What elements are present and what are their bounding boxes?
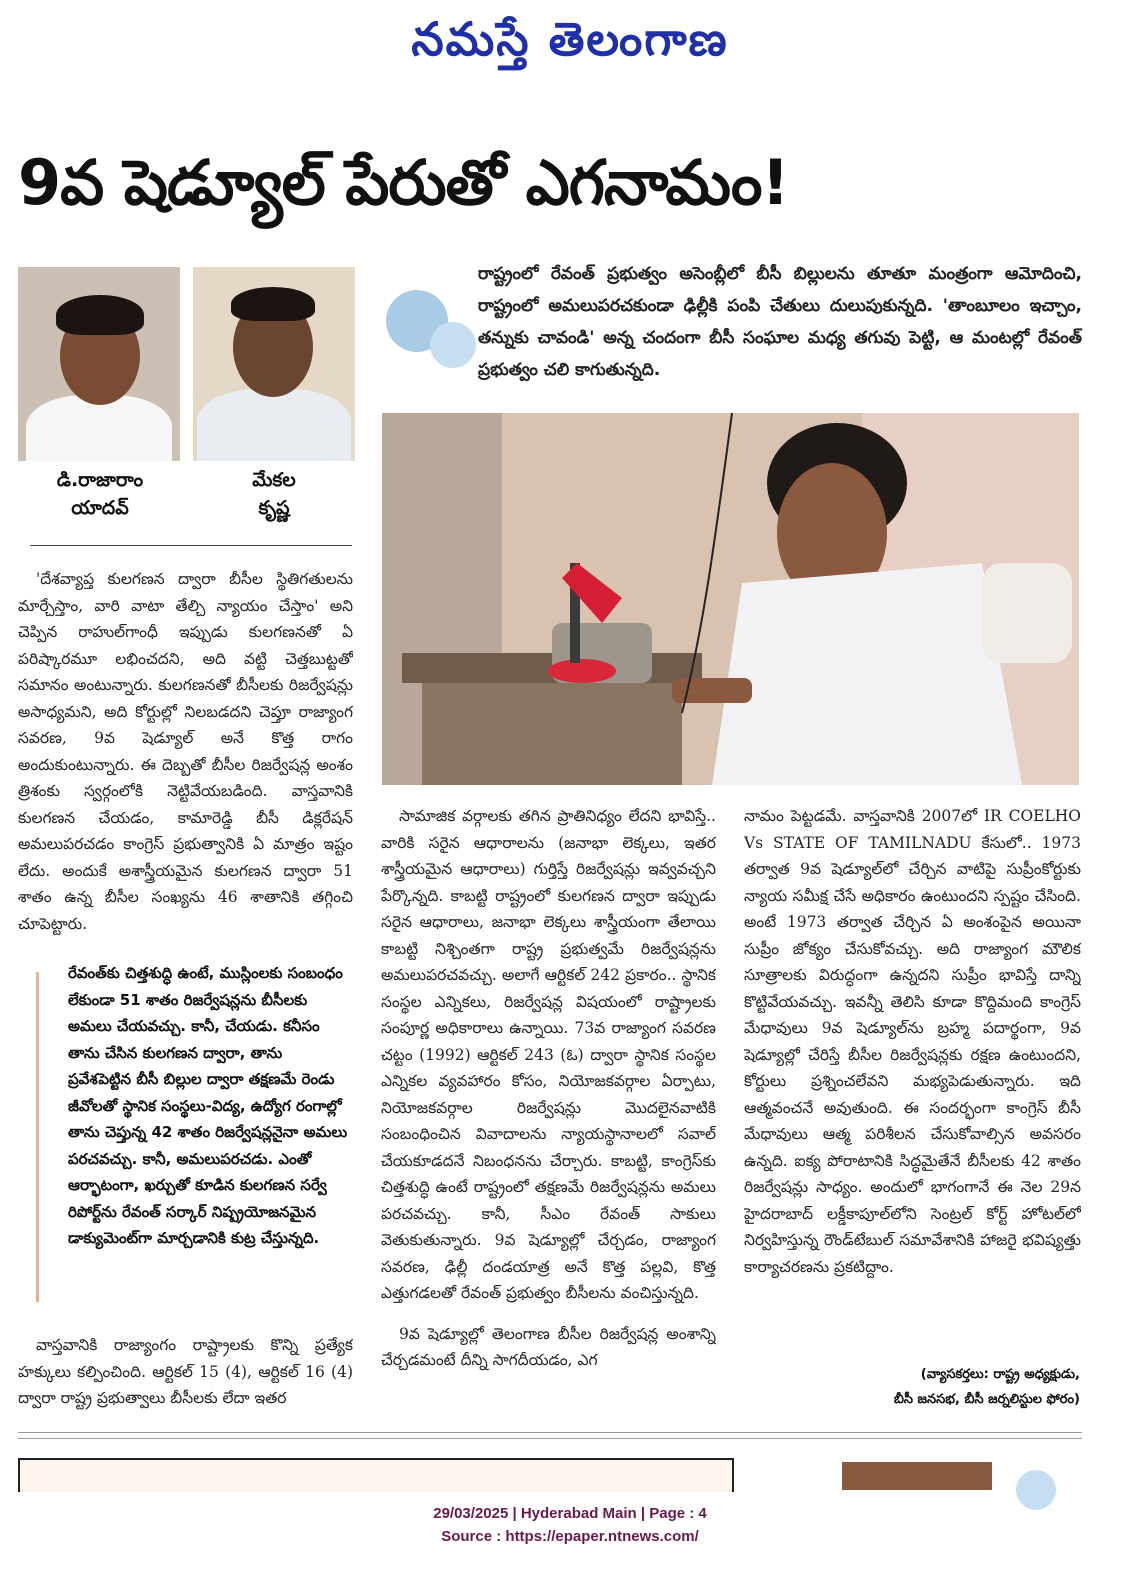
- article-column-1-continued: [18, 1332, 353, 1422]
- cobbler-photo-illustration: [382, 413, 1079, 785]
- author-1-name-line1: డి.రాజారాం: [56, 469, 144, 491]
- bottom-rule-2: [18, 1438, 1082, 1439]
- pull-quote: రేవంత్‌కు చిత్తశుద్ధి ఉంటే, ముస్లింలకు సంబంధం లేకుండా 51 శాతం రిజర్వేషన్లను బీసీలకు అమలు చేయవచ్చు. కానీ, చేయడు. కనీసం తాను చేసిన కులగణన ద్వారా, తాను ప్రవేశపెట్టిన బీసీ బిల్లుల ద్వారా తక్షణమే రెండు జీవోలతో స్థానిక సంస్థలు-విద్య, ఉద్యోగ రంగాల్లో తాను చెప్తున్న 42 శాతం రిజర్వేషన్లనైనా అమలు పరచవచ్చు. కానీ, అమలుపరచడు. ఎంతో ఆర్భాటంగా, ఖర్చుతో కూడిన కులగణన సర్వే రిపోర్ట్‌ను రేవంత్ సర్కార్ నిష్ప్రయోజనమైన డాక్యుమెంట్‌గా మార్చడానికి కుట్ర చేస్తున్నది.: [68, 964, 348, 1247]
- author-caption-2: [193, 466, 355, 522]
- next-article-photo: [842, 1462, 992, 1490]
- author-2-name-line1: మేకల: [252, 469, 296, 491]
- masthead-title: నమస్తే తెలంగాణ: [411, 12, 729, 66]
- author-caption-1: [20, 466, 180, 522]
- column-1-paragraph-2: వాస్తవానికి రాజ్యాంగం రాష్ట్రాలకు కొన్ని ప్రత్యేక హక్కులు కల్పించింది. ఆర్టికల్ 15 (4), ఆర్టికల్ 16 (4) ద్వారా రాష్ట్ర ప్రభుత్వాలు బీసీలకు లేదా ఇతర: [18, 1336, 353, 1407]
- masthead-logo: [0, 6, 1140, 72]
- article-column-3: [744, 803, 1081, 1359]
- lead-paragraph: రాష్ట్రంలో రేవంత్ ప్రభుత్వం అసెంబ్లీలో బీసీ బిల్లులను తూతూ మంత్రంగా ఆమోదించి, రాష్ట్రంలో అమలుపరచకుండా ఢిల్లీకి పంపి చేతులు దులుపుకున్నది. 'తాంబూలం ఇచ్చాం, తన్నుకు చావండి' అన్న చందంగా బీసీ సంఘాల మధ్య తగువు పెట్టి, ఆ మంటల్లో రేవంత్ ప్రభుత్వం చలి కాగుతున్నది.: [478, 264, 1082, 380]
- page-footer: [0, 1502, 1140, 1548]
- byline-line-1: (వ్యాసకర్తలు: రాష్ట్ర అధ్యక్షుడు,: [920, 1367, 1080, 1382]
- footer-source-link[interactable]: Source : https://epaper.ntnews.com/: [441, 1528, 699, 1545]
- article-column-2: [381, 803, 716, 1413]
- column-3-paragraph-1: నామం పెట్టడమే. వాస్తవానికి 2007లో IR COELHO Vs STATE OF TAMILNADU కేసులో.. 1973 తర్వాత 9వ షెడ్యూల్‌లో చేర్చిన వాటిపై సుప్రీంకోర్టుకు న్యాయ సమీక్ష చేసే అధికారం ఉంటుందని స్పష్టం చేసింది. అంటే 1973 తర్వాత చేర్చిన ఏ అంశంపైన అయినా సుప్రీం జోక్యం చేసుకోవచ్చు. అది రాజ్యాంగ మౌలిక సూత్రాలకు విరుద్ధంగా ఉన్నదని సుప్రీం భావిస్తే దాన్ని కొట్టివేయవచ్చు. ఇవన్నీ తెలిసి కూడా కొద్దిమంది కాంగ్రెస్ మేధావులు 9వ షెడ్యూల్‌ను బ్రహ్మ పదార్థంగా, 9వ షెడ్యూల్లో చేరిస్తే బీసీల రిజర్వేషన్లకు రక్షణ ఉంటుందని, కోర్టులు ప్రశ్నించలేవని మభ్యపెడుతున్నారు. ఇది ఆత్మవంచనే అవుతుంది. ఈ సందర్భంగా కాంగ్రెస్ బీసీ మేధావులు ఆత్మ పరిశీలన చేసుకోవాల్సిన అవసరం ఉన్నది. ఐక్య పోరాటానికి సిద్ధమైతేనే బీసీలకు 42 శాతం రిజర్వేషన్లు సాధ్యం. అందులో భాగంగానే ఈ నెల 29న హైదరాబాద్ లక్డీకాపూల్‌లోని సెంట్రల్ కోర్ట్ హోటల్‌లో నిర్వహిస్తున్న రౌండ్‌టేబుల్ సమావేశానికి హాజరై భవిష్యత్తు కార్యాచరణను ప్రకటిద్దాం.: [744, 807, 1081, 1276]
- pull-quote-bar: [36, 972, 39, 1302]
- column-2-paragraph-1: సామాజిక వర్గాలకు తగిన ప్రాతినిధ్యం లేదని భావిస్తే.. వారికి సరైన ఆధారాలను (జనాభా లెక్కలు, ఇతర శాస్త్రీయమైన ఆధారాలు) గుర్తిస్తే రిజర్వేషన్లు ఇవ్వవచ్చని పేర్కొన్నది. కాబట్టి రాష్ట్రంలో కులగణన ద్వారా ఇప్పుడు సరైన ఆధారాలు, జనాభా లెక్కలు శాస్త్రీయంగా తేలాయి కాబట్టి నిశ్చింతగా రాష్ట్ర ప్రభుత్వమే రిజర్వేషన్లను అమలుపరచవచ్చు. అలాగే ఆర్టికల్ 242 ప్రకారం.. స్థానిక సంస్థల ఎన్నికలు, రిజర్వేషన్ల విషయంలో రాష్ట్రాలకు సంపూర్ణ అధికారాలు ఉన్నాయి. 73వ రాజ్యాంగ సవరణ చట్టం (1992) ఆర్టికల్ 243 (ఓ) ద్వారా స్థానిక సంస్థల ఎన్నికల వ్యవహారం కోసం, నియోజకవర్గాల ఏర్పాటు, నియోజకవర్గాల రిజర్వేషన్లు మొదలైనవాటికి సంబంధించిన వివాదాలను న్యాయస్థానాలలో సవాల్ చేయకూడదనే నిబంధనను చేర్చారు. కాబట్టి, కాంగ్రెస్‌కు చిత్తశుద్ధి ఉంటే రాష్ట్రంలో తక్షణమే రిజర్వేషన్లను అమలు పరచవచ్చు. కానీ, సీఎం రేవంత్ సాకులు వెతుకుతున్నారు. 9వ షెడ్యూల్లో చేర్చడం, రాజ్యాంగ సవరణ, ఢిల్లీ దండయాత్ర అనే కొత్త పల్లవి, కొత్త ఎత్తుగడలతో రేవంత్ ప్రభుత్వం బీసీలను వంచిస్తున్నది.: [381, 807, 716, 1302]
- column-2-paragraph-2: 9వ షెడ్యూల్లో తెలంగాణ బీసీల రిజర్వేషన్ల అంశాన్ని చేర్చడమంటే దీన్ని సాగదీయడం, ఎగ: [381, 1324, 716, 1369]
- bottom-rule-1: [18, 1432, 1082, 1433]
- column-1-paragraph-1: 'దేశవ్యాప్త కులగణన ద్వారా బీసీల స్థితిగతులను మార్చేస్తాం, వారి వాటా తేల్చి న్యాయం చేస్తాం' అని చెప్పిన రాహుల్‌గాంధీ ఇప్పుడు కులగణనతో ఏ పరిష్కారమూ లభించదని, అది వట్టి చెత్తబుట్టతో సమానం అంటున్నారు. కులగణనతో బీసీలకు రిజర్వేషన్లు అసాధ్యమని, అది కోర్టుల్లో నిలబడదని చెప్తూ రాజ్యాంగ సవరణ, 9వ షెడ్యూల్ అనే కొత్త రాగం అందుకుంటున్నారు. ఈ దెబ్బతో బీసీల రిజర్వేషన్ల అంశం త్రిశంకు స్వర్గంలోకి నెట్టివేయబడింది. వాస్తవానికి కులగణన చేయడం, కామారెడ్డి బీసీ డిక్లరేషన్ అమలుపరచడం కాంగ్రెస్ ప్రభుత్వానికి ఏ మాత్రం ఇష్టం లేదు. అందుకే అశాస్త్రీయమైన కులగణన ద్వారా 51 శాతం ఉన్న బీసీల సంఖ్యను 46 శాతానికి తగ్గించి చూపెట్టారు.: [18, 570, 353, 933]
- author-byline: [740, 1362, 1080, 1412]
- footer-edition-info: 29/03/2025 | Hyderabad Main | Page : 4: [433, 1505, 707, 1522]
- section-divider: [30, 545, 352, 546]
- author-photo-2: [193, 267, 355, 461]
- next-article-box: [18, 1458, 734, 1492]
- article-headline: 9వ షెడ్యూల్ పేరుతో ఎగనామం!: [18, 146, 789, 219]
- author-2-name-line2: కృష్ణ: [258, 497, 290, 519]
- author-1-name-line2: యాదవ్: [71, 497, 129, 519]
- author-photo-1: [18, 267, 180, 461]
- article-photo: [382, 413, 1079, 785]
- quote-mark-icon-small: [430, 322, 476, 368]
- article-column-1: [18, 566, 353, 941]
- byline-line-2: బీసీ జనసభ, బీసీ జర్నలిస్టుల ఫోరం): [893, 1392, 1080, 1407]
